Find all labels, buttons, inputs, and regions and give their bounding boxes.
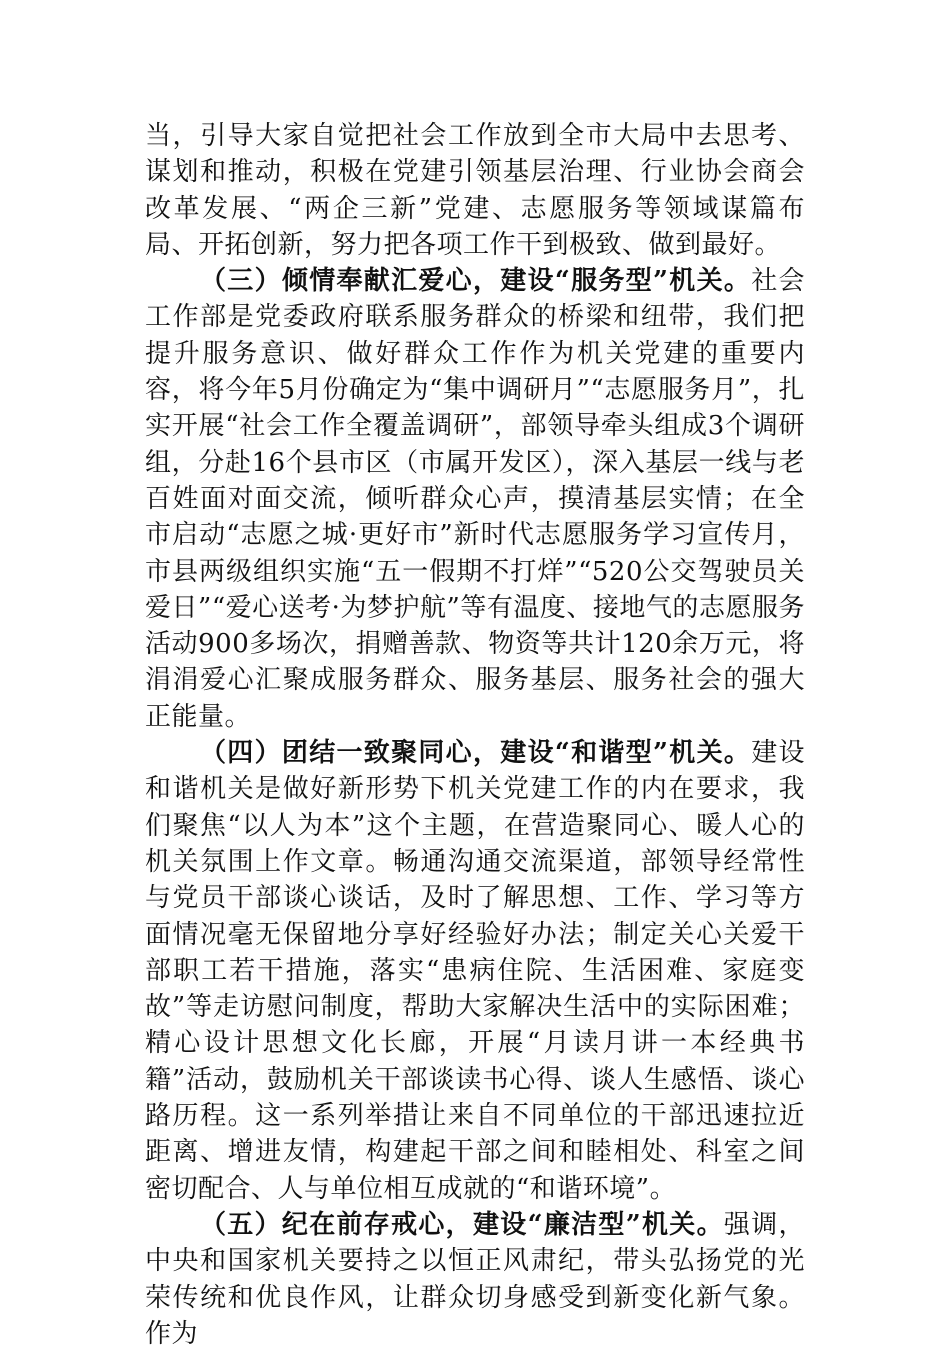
paragraph-body: 建设和谐机关是做好新形势下机关党建工作的内在要求，我们聚焦“以人为本”这个主题，在营造聚同心、暖人心的机关氛围上作文章。畅通沟通交流渠道，部领导经常性与党员干部谈心谈话，及时了解思想、工作、学习等方面情况毫无保留地分享好经验好办法；制定关心关爱干部职工若干措施，落实“患病住院、生活困难、家庭变故”等走访慰问制度，帮助大家解决生活中的实际困难；精心设计思想文化长廊，开展“月读月讲一本经典书籍”活动，鼓励机关干部谈读书心得、谈人生感悟、谈心路历程。这一系列举措让来自不同单位的干部迅速拉近距离、增进友情，构建起干部之间和睦相处、科室之间密切配合、人与单位相互成就的“和谐环境”。 — [145, 738, 805, 1204]
paragraph-body: 当，引导大家自觉把社会工作放到全市大局中去思考、谋划和推动，积极在党建引领基层治理、行业协会商会改革发展、“两企三新”党建、志愿服务等领域谋篇布局、开拓创新，努力把各项工作干到极致、做到最好。 — [145, 121, 805, 260]
paragraph-harmony-organ — [145, 735, 805, 1207]
paragraph-heading: （三）倾情奉献汇爱心，建设“服务型”机关。 — [200, 266, 752, 297]
paragraph-service-organ — [145, 263, 805, 735]
paragraph-integrity-organ — [145, 1207, 805, 1352]
paragraph-continuation — [145, 118, 805, 263]
document-page — [145, 118, 805, 1352]
paragraph-body: 强调，中央和国家机关要持之以恒正风肃纪，带头弘扬党的光荣传统和优良作风，让群众切身感受到新变化新气象。作为 — [145, 1209, 805, 1349]
paragraph-body: 社会工作部是党委政府联系服务群众的桥梁和纽带，我们把提升服务意识、做好群众工作作为机关党建的重要内容，将今年5月份确定为“集中调研月”“志愿服务月”，扎实开展“社会工作全覆盖调研”，部领导牵头组成3个调研组，分赴16个县市区（市属开发区），深入基层一线与老百姓面对面交流，倾听群众心声，摸清基层实情；在全市启动“志愿之城·更好市”新时代志愿服务学习宣传月，市县两级组织实施“五一假期不打烊”“520公交驾驶员关爱日”“爱心送考·为梦护航”等有温度、接地气的志愿服务活动900多场次，捐赠善款、物资等共计120余万元，将涓涓爱心汇聚成服务群众、服务基层、服务社会的强大正能量。 — [145, 266, 805, 732]
paragraph-heading: （四）团结一致聚同心，建设“和谐型”机关。 — [200, 738, 752, 769]
paragraph-heading: （五）纪在前存戒心，建设“廉洁型”机关。 — [200, 1209, 724, 1240]
